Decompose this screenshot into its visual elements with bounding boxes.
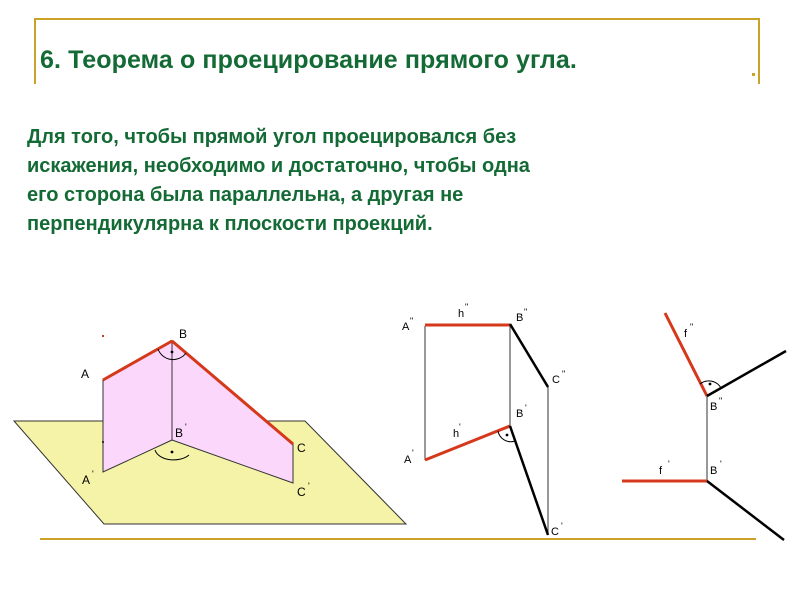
double-prime-f2: ": [690, 322, 694, 332]
right-angle-dot-B: [171, 351, 174, 354]
label-A1: A: [82, 473, 91, 487]
right-angle-dot-B1: [171, 451, 174, 454]
statement-line: его сторона была параллельна, а другая не: [27, 184, 464, 206]
label-C1: C: [551, 526, 559, 538]
label-h2: h: [458, 308, 465, 320]
right-angle-dot: [506, 434, 509, 437]
label-f1: f: [659, 465, 663, 477]
prime-f1: ': [668, 459, 670, 469]
decorative-mark: [102, 335, 104, 337]
label-A2: A: [402, 321, 410, 333]
prime-B1: ': [720, 459, 722, 469]
label-B2: B: [516, 312, 524, 324]
double-prime-A2: ": [410, 316, 414, 326]
double-prime-C2: ": [562, 369, 566, 379]
prime-A1: ': [412, 448, 414, 458]
statement-line: Для того, чтобы прямой угол проецировался без: [27, 126, 517, 148]
label-B1: B: [175, 426, 184, 440]
bottom-divider: [40, 538, 756, 540]
line-from-B1: [707, 481, 784, 540]
label-B2: B: [710, 401, 718, 413]
statement-line: искажения, необходимо и достаточно, чтобы одна: [27, 155, 530, 177]
segment-A1B1: [425, 426, 510, 460]
label-C1: C: [297, 485, 306, 499]
label-f2: f: [684, 328, 688, 340]
prime-B1: ': [525, 403, 527, 413]
prime-A1: ': [92, 469, 94, 479]
label-C2: C: [552, 374, 560, 386]
prime-h1: ': [459, 422, 461, 432]
segment-B2C2: [510, 324, 548, 387]
double-prime-B2: ": [719, 396, 723, 406]
decorative-mark: [102, 441, 104, 443]
double-prime-h2: ": [465, 302, 469, 312]
perspective-diagram: [14, 327, 406, 524]
label-h1: h: [453, 428, 460, 440]
slide-title: 6. Теорема о проецирование прямого угла.: [40, 46, 577, 74]
label-B1: B: [710, 465, 718, 477]
prime-C1: ': [308, 481, 310, 491]
label-B1: B: [516, 408, 524, 420]
prime-B1: ': [185, 422, 187, 432]
label-C: C: [297, 441, 306, 455]
middle-projection-diagram: [402, 302, 565, 538]
statement-line: перпендикулярна к плоскости проекций.: [27, 213, 433, 235]
prime-C1: ': [561, 521, 563, 531]
right-projection-diagram: [622, 313, 786, 540]
right-angle-dot: [709, 383, 712, 386]
double-prime-B2: ": [524, 307, 528, 317]
line-from-B2: [707, 351, 786, 396]
label-A1: A: [404, 454, 412, 466]
segment-B1C1: [510, 426, 548, 535]
label-B: B: [179, 327, 188, 341]
label-A: A: [81, 367, 90, 381]
